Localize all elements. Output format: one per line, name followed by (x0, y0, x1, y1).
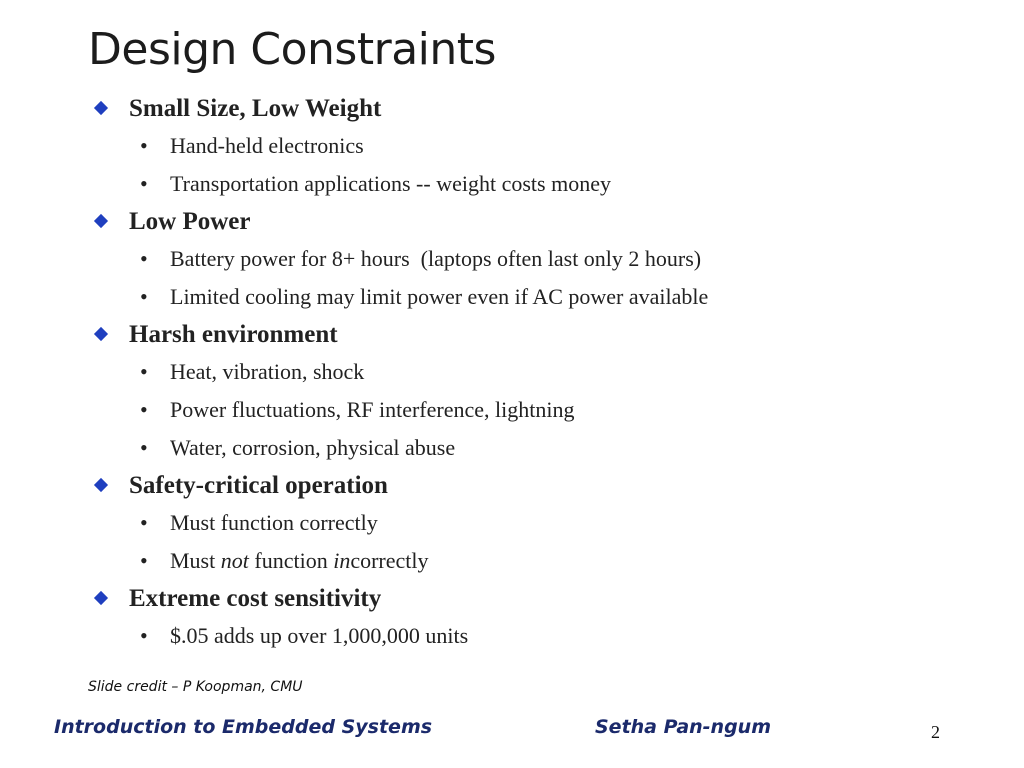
list-item-text: Transportation applications -- weight costs money (170, 171, 611, 196)
section-heading (92, 467, 852, 504)
diamond-bullet-icon (94, 214, 108, 228)
list-item-text: Battery power for 8+ hours (laptops often last only 2 hours) (170, 246, 702, 271)
diamond-bullet-icon (94, 327, 108, 341)
list-item-text (170, 548, 429, 573)
list-item (92, 278, 852, 316)
list-item-text: Power fluctuations, RF interference, lightning (170, 397, 575, 422)
section-low-power (92, 203, 852, 316)
text-run: correctly (350, 548, 429, 573)
section-heading (92, 316, 852, 353)
section-safety-critical (92, 467, 852, 580)
section-harsh-environment (92, 316, 852, 467)
section-heading-text: Harsh environment (129, 321, 338, 348)
emphasis-in: in (333, 548, 351, 573)
bullet-icon: • (140, 548, 148, 573)
list-item-text: Must function correctly (170, 510, 378, 535)
list-item (92, 391, 852, 429)
bullet-icon: • (140, 359, 148, 384)
list-item (92, 504, 852, 542)
section-heading-text: Safety-critical operation (129, 472, 388, 499)
bullet-icon: • (140, 171, 148, 196)
footer-course-title: Introduction to Embedded Systems (54, 716, 433, 738)
diamond-bullet-icon (94, 478, 108, 492)
section-heading-text: Low Power (129, 208, 251, 235)
section-heading (92, 580, 852, 617)
footer-author: Setha Pan-ngum (595, 716, 772, 738)
bullet-icon: • (140, 133, 148, 158)
list-item (92, 542, 852, 580)
list-item-text: Water, corrosion, physical abuse (170, 435, 456, 460)
list-item (92, 165, 852, 203)
diamond-bullet-icon (94, 101, 108, 115)
bullet-icon: • (140, 510, 148, 535)
bullet-icon: • (140, 246, 148, 271)
text-run: function (248, 548, 334, 573)
section-heading (92, 90, 852, 127)
list-item-text: $.05 adds up over 1,000,000 units (170, 623, 469, 648)
bullet-icon: • (140, 435, 148, 460)
page-number: 2 (931, 722, 940, 742)
list-item (92, 429, 852, 467)
slide-title: Design Constraints (88, 24, 496, 75)
slide-credit: Slide credit – P Koopman, CMU (88, 679, 303, 695)
bullet-icon: • (140, 397, 148, 422)
list-item (92, 240, 852, 278)
section-heading-text: Extreme cost sensitivity (129, 585, 382, 612)
bullet-icon: • (140, 284, 148, 309)
diamond-bullet-icon (94, 591, 108, 605)
list-item-text: Limited cooling may limit power even if AC power available (170, 284, 709, 309)
section-small-size (92, 90, 852, 203)
text-run: Must (170, 548, 221, 573)
list-item-text: Heat, vibration, shock (170, 359, 365, 384)
list-item (92, 617, 852, 655)
bullet-icon: • (140, 623, 148, 648)
section-heading (92, 203, 852, 240)
emphasis-not: not (220, 548, 249, 573)
list-item (92, 127, 852, 165)
list-item-text: Hand-held electronics (170, 133, 364, 158)
section-cost-sensitivity (92, 580, 852, 655)
section-heading-text: Small Size, Low Weight (129, 95, 382, 122)
slide-content (92, 90, 852, 655)
list-item (92, 353, 852, 391)
